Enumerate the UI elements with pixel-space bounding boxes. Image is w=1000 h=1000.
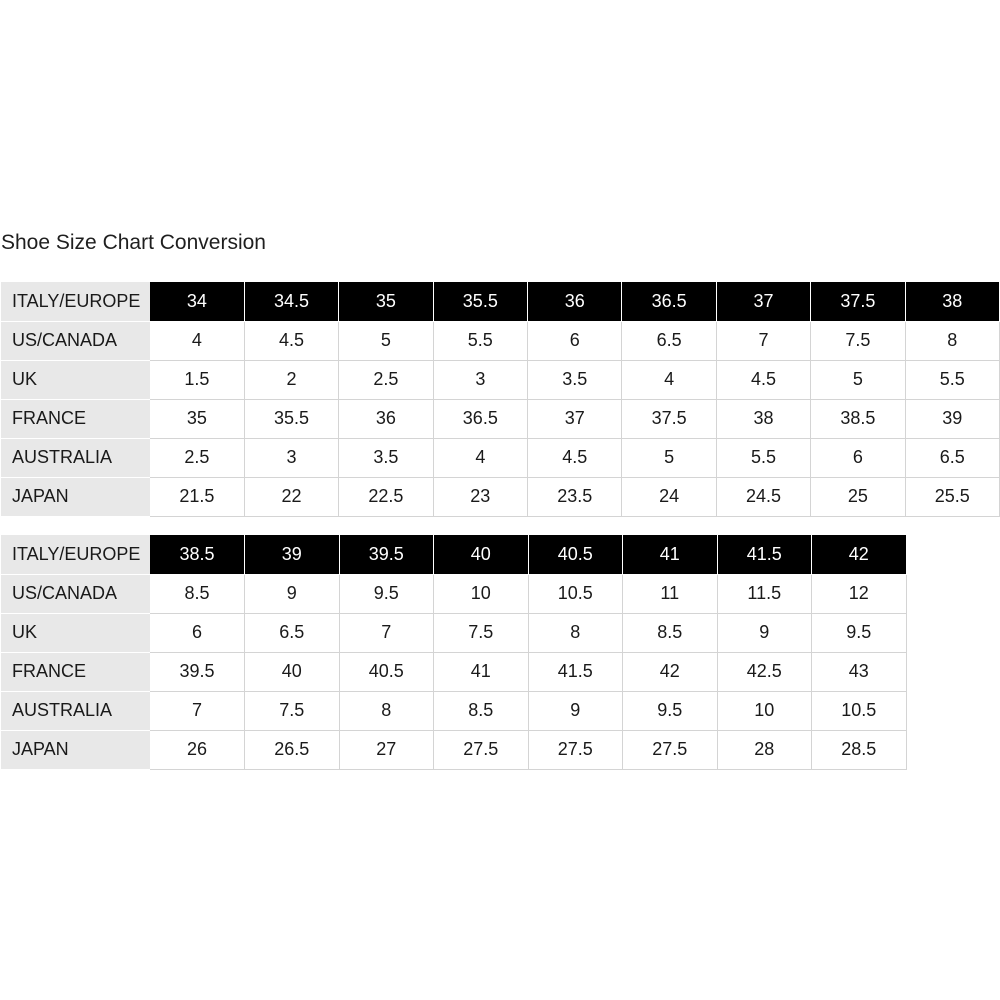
size-cell: 4 (433, 438, 527, 477)
size-cell: 24.5 (716, 477, 810, 516)
table-row (1, 574, 906, 613)
row-label: FRANCE (1, 399, 150, 438)
header-size-cell: 38.5 (150, 535, 245, 574)
size-cell: 40 (245, 652, 340, 691)
size-cell: 3.5 (528, 360, 622, 399)
size-cell: 10.5 (528, 574, 623, 613)
header-size-cell: 39 (245, 535, 340, 574)
size-cell: 4 (150, 321, 244, 360)
row-label: ITALY/EUROPE (1, 535, 150, 574)
size-cell: 3.5 (339, 438, 433, 477)
size-cell: 23 (433, 477, 527, 516)
size-cell: 6 (811, 438, 905, 477)
table-row (1, 652, 906, 691)
size-cell: 8 (528, 613, 623, 652)
size-cell: 8.5 (150, 574, 245, 613)
size-cell: 36.5 (433, 399, 527, 438)
header-size-cell: 40 (434, 535, 529, 574)
chart-title: Shoe Size Chart Conversion (1, 231, 266, 254)
row-label: AUSTRALIA (1, 691, 150, 730)
header-size-cell: 42 (812, 535, 907, 574)
size-cell: 11 (623, 574, 718, 613)
size-cell: 6.5 (905, 438, 999, 477)
row-label: UK (1, 613, 150, 652)
size-cell: 7 (339, 613, 434, 652)
size-cell: 2 (244, 360, 338, 399)
size-cell: 9 (245, 574, 340, 613)
size-table-2 (1, 535, 907, 770)
size-cell: 4.5 (716, 360, 810, 399)
size-cell: 22.5 (339, 477, 433, 516)
size-cell: 6 (528, 321, 622, 360)
row-label: US/CANADA (1, 321, 150, 360)
size-cell: 2.5 (339, 360, 433, 399)
row-label: JAPAN (1, 477, 150, 516)
table-row (1, 691, 906, 730)
size-cell: 26.5 (245, 730, 340, 769)
row-label: US/CANADA (1, 574, 150, 613)
header-size-cell: 35.5 (433, 282, 527, 321)
size-cell: 25.5 (905, 477, 999, 516)
size-cell: 42 (623, 652, 718, 691)
size-cell: 4.5 (528, 438, 622, 477)
size-cell: 10 (717, 691, 812, 730)
header-size-cell: 36 (528, 282, 622, 321)
size-cell: 42.5 (717, 652, 812, 691)
size-cell: 27 (339, 730, 434, 769)
row-label: FRANCE (1, 652, 150, 691)
row-label: AUSTRALIA (1, 438, 150, 477)
header-size-cell: 38 (905, 282, 999, 321)
size-cell: 27.5 (623, 730, 718, 769)
size-cell: 3 (244, 438, 338, 477)
size-cell: 11.5 (717, 574, 812, 613)
header-size-cell: 40.5 (528, 535, 623, 574)
size-cell: 9.5 (339, 574, 434, 613)
size-cell: 35 (150, 399, 244, 438)
header-size-cell: 34.5 (244, 282, 338, 321)
size-cell: 2.5 (150, 438, 244, 477)
size-cell: 9.5 (812, 613, 907, 652)
size-cell: 8 (905, 321, 999, 360)
size-cell: 24 (622, 477, 716, 516)
size-cell: 5.5 (716, 438, 810, 477)
size-cell: 10 (434, 574, 529, 613)
header-size-cell: 37 (716, 282, 810, 321)
size-cell: 1.5 (150, 360, 244, 399)
size-cell: 27.5 (528, 730, 623, 769)
table-row (1, 399, 1000, 438)
table-row (1, 477, 1000, 516)
size-cell: 9 (717, 613, 812, 652)
size-cell: 5.5 (905, 360, 999, 399)
header-size-cell: 41.5 (717, 535, 812, 574)
size-cell: 6 (150, 613, 245, 652)
size-cell: 9 (528, 691, 623, 730)
size-cell: 4 (622, 360, 716, 399)
size-cell: 37.5 (622, 399, 716, 438)
header-size-cell: 34 (150, 282, 244, 321)
table-row (1, 360, 1000, 399)
size-cell: 8.5 (623, 613, 718, 652)
size-cell: 7 (716, 321, 810, 360)
header-size-cell: 36.5 (622, 282, 716, 321)
table-row (1, 730, 906, 769)
size-cell: 26 (150, 730, 245, 769)
size-cell: 10.5 (812, 691, 907, 730)
size-cell: 4.5 (244, 321, 338, 360)
table-row (1, 282, 1000, 321)
size-cell: 39.5 (150, 652, 245, 691)
size-cell: 37 (528, 399, 622, 438)
header-size-cell: 41 (623, 535, 718, 574)
size-cell: 28 (717, 730, 812, 769)
size-cell: 39 (905, 399, 999, 438)
size-cell: 25 (811, 477, 905, 516)
row-label: UK (1, 360, 150, 399)
size-cell: 41 (434, 652, 529, 691)
size-cell: 38 (716, 399, 810, 438)
size-cell: 5 (339, 321, 433, 360)
size-cell: 5 (811, 360, 905, 399)
size-cell: 5 (622, 438, 716, 477)
size-cell: 7 (150, 691, 245, 730)
size-cell: 35.5 (244, 399, 338, 438)
size-cell: 6.5 (245, 613, 340, 652)
header-size-cell: 37.5 (811, 282, 905, 321)
row-label: JAPAN (1, 730, 150, 769)
size-cell: 5.5 (433, 321, 527, 360)
size-cell: 21.5 (150, 477, 244, 516)
table-row (1, 613, 906, 652)
size-cell: 38.5 (811, 399, 905, 438)
size-cell: 43 (812, 652, 907, 691)
size-cell: 8.5 (434, 691, 529, 730)
row-label: ITALY/EUROPE (1, 282, 150, 321)
size-table-1 (1, 282, 1000, 517)
table-row (1, 321, 1000, 360)
size-cell: 40.5 (339, 652, 434, 691)
size-cell: 7.5 (811, 321, 905, 360)
size-cell: 12 (812, 574, 907, 613)
table-row (1, 438, 1000, 477)
size-cell: 23.5 (528, 477, 622, 516)
size-cell: 7.5 (434, 613, 529, 652)
size-cell: 36 (339, 399, 433, 438)
header-size-cell: 35 (339, 282, 433, 321)
table-row (1, 535, 906, 574)
size-cell: 9.5 (623, 691, 718, 730)
size-cell: 3 (433, 360, 527, 399)
size-cell: 7.5 (245, 691, 340, 730)
size-cell: 22 (244, 477, 338, 516)
size-cell: 6.5 (622, 321, 716, 360)
size-cell: 41.5 (528, 652, 623, 691)
header-size-cell: 39.5 (339, 535, 434, 574)
size-cell: 28.5 (812, 730, 907, 769)
size-cell: 8 (339, 691, 434, 730)
size-cell: 27.5 (434, 730, 529, 769)
